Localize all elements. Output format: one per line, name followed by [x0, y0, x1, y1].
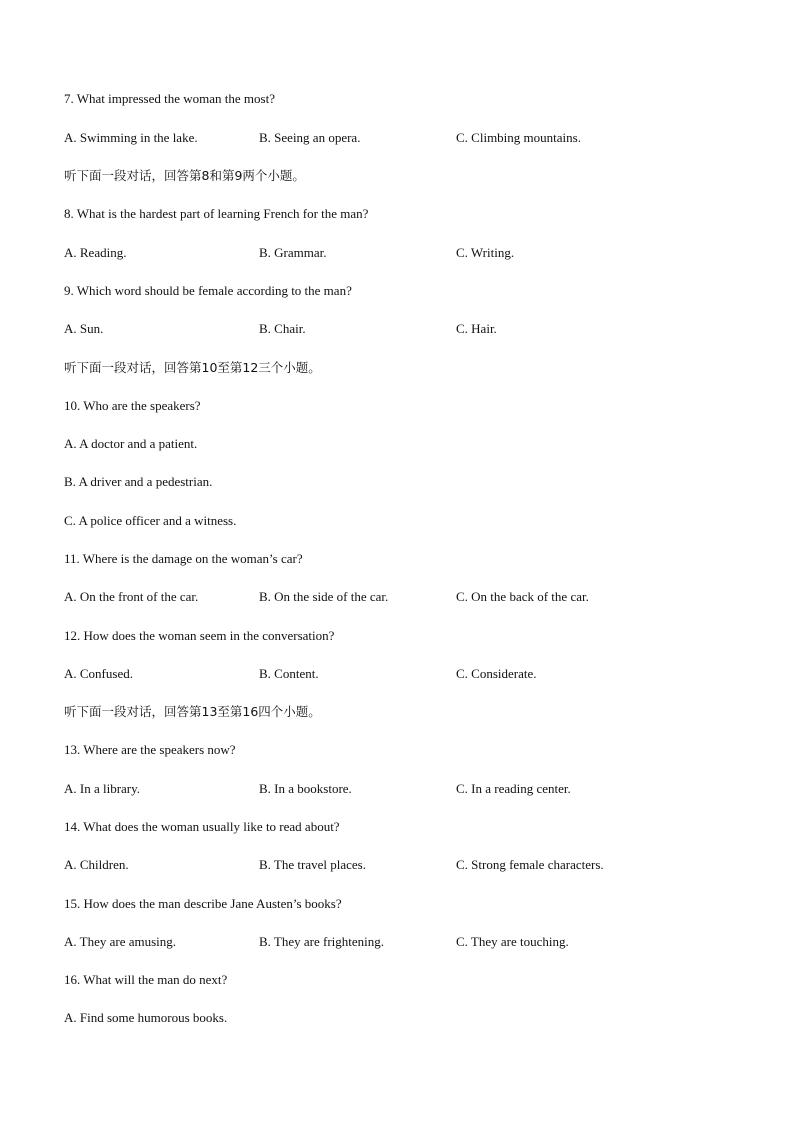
question-16-option-a: A. Find some humorous books.: [64, 1010, 228, 1025]
question-8-option-b: B. Grammar.: [259, 245, 327, 260]
question-9-option-b: B. Chair.: [259, 321, 306, 336]
question-11: 11. Where is the damage on the woman’s car?: [64, 551, 303, 566]
question-11-option-a: A. On the front of the car.: [64, 589, 199, 604]
question-8: 8. What is the hardest part of learning French for the man?: [64, 206, 369, 221]
question-12-option-a: A. Confused.: [64, 666, 133, 681]
question-13-option-c: C. In a reading center.: [456, 781, 571, 796]
question-7-option-c: C. Climbing mountains.: [456, 130, 581, 145]
question-7: 7. What impressed the woman the most?: [64, 91, 275, 106]
question-12-option-b: B. Content.: [259, 666, 319, 681]
question-13-option-b: B. In a bookstore.: [259, 781, 352, 796]
question-15-option-c: C. They are touching.: [456, 934, 569, 949]
question-9: 9. Which word should be female according to the man?: [64, 283, 352, 298]
question-11-option-b: B. On the side of the car.: [259, 589, 389, 604]
question-8-option-a: A. Reading.: [64, 245, 127, 260]
section-instruction-13-16: 听下面一段对话，回答第13至第16四个小题。: [64, 704, 321, 719]
question-14-option-c: C. Strong female characters.: [456, 857, 604, 872]
question-15-option-b: B. They are frightening.: [259, 934, 385, 949]
question-8-option-c: C. Writing.: [456, 245, 515, 260]
question-9-option-c: C. Hair.: [456, 321, 497, 336]
question-14-option-a: A. Children.: [64, 857, 129, 872]
question-10: 10. Who are the speakers?: [64, 398, 201, 413]
question-13: 13. Where are the speakers now?: [64, 742, 236, 757]
question-11-option-c: C. On the back of the car.: [456, 589, 589, 604]
question-14: 14. What does the woman usually like to read about?: [64, 819, 340, 834]
question-12-option-c: C. Considerate.: [456, 666, 537, 681]
question-10-option-c: C. A police officer and a witness.: [64, 513, 237, 528]
question-15-option-a: A. They are amusing.: [64, 934, 177, 949]
question-14-option-b: B. The travel places.: [259, 857, 366, 872]
section-instruction-10-12: 听下面一段对话，回答第10至第12三个小题。: [64, 360, 321, 375]
section-instruction-8-9: 听下面一段对话，回答第8和第9两个小题。: [64, 168, 305, 183]
question-13-option-a: A. In a library.: [64, 781, 141, 796]
question-15: 15. How does the man describe Jane Austen’s books?: [64, 896, 342, 911]
question-7-option-a: A. Swimming in the lake.: [64, 130, 198, 145]
question-16: 16. What will the man do next?: [64, 972, 228, 987]
question-7-option-b: B. Seeing an opera.: [259, 130, 361, 145]
question-10-option-a: A. A doctor and a patient.: [64, 436, 198, 451]
question-9-option-a: A. Sun.: [64, 321, 104, 336]
question-10-option-b: B. A driver and a pedestrian.: [64, 474, 213, 489]
question-12: 12. How does the woman seem in the conversation?: [64, 628, 335, 643]
